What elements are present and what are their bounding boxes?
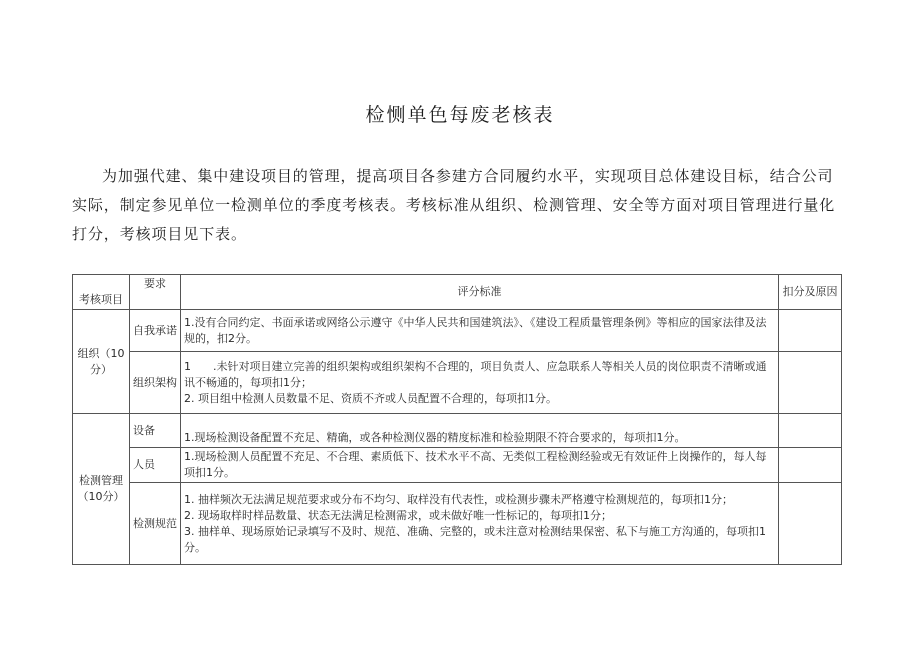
criteria-cell: 1.没有合同约定、书面承诺或网络公示遵守《中华人民共和国建筑法》、《建设工程质量管理条例》等相应的国家法律及法规的，扣2分。 [181,310,779,352]
table-row [73,483,842,565]
criteria-cell [181,352,779,414]
header-item: 考核项目 [73,275,130,310]
criteria-cell [181,483,779,565]
group-name-testing-management: 检测管理（10分） [73,414,130,565]
criteria-line: 1 .未针对项目建立完善的组织架构或组织架构不合理的，项目负责人、应急联系人等相关人员的岗位职责不清晰或通讯不畅通的，每项扣1分； [184,359,767,389]
header-requirement: 要求 [130,275,181,310]
criteria-cell: 1.现场检测人员配置不充足、不合理、素质低下、技术水平不高、无类似工程检测经验或无有效证件上岗操作的，每人每项扣1分。 [181,448,779,483]
table-row [73,414,842,448]
criteria-cell: 1.现场检测设备配置不充足、精确，或各种检测仪器的精度标准和检验期限不符合要求的，每项扣1分。 [181,414,779,448]
header-deduction: 扣分及原因 [779,275,842,310]
deduction-cell[interactable] [779,352,842,414]
requirement-cell: 检测规范 [130,483,181,565]
deduction-cell[interactable] [779,414,842,448]
requirement-cell: 自我承诺 [130,310,181,352]
intro-paragraph: 为加强代建、集中建设项目的管理，提高项目各参建方合同履约水平，实现项目总体建设目标，结合公司实际，制定参见单位一检测单位的季度考核表。考核标准从组织、检测管理、安全等方面对项目管理进行量化打分，考核项目见下表。 [72,167,836,243]
deduction-cell[interactable] [779,310,842,352]
criteria-line: 1. 抽样频次无法满足规范要求或分布不均匀、取样没有代表性，或检测步骤未严格遵守检测规范的，每项扣1分； [184,492,733,506]
table-row [73,310,842,352]
assessment-table [72,274,842,565]
deduction-cell[interactable] [779,483,842,565]
table-row [73,352,842,414]
requirement-cell: 组织架构 [130,352,181,414]
requirement-cell: 人员 [130,448,181,483]
requirement-cell: 设备 [130,414,181,448]
table-row [73,448,842,483]
criteria-line: 3. 抽样单、现场原始记录填写不及时、规范、准确、完整的，或未注意对检测结果保密、私下与施工方沟通的，每项扣1分。 [184,524,766,554]
group-name-organization: 组织（10分） [73,310,130,414]
criteria-line: 2. 现场取样时样品数量、状态无法满足检测需求，或未做好唯一性标记的，每项扣1分； [184,508,612,522]
criteria-line: 2. 项目组中检测人员数量不足、资质不齐或人员配置不合理的，每项扣1分。 [184,391,557,405]
deduction-cell[interactable] [779,448,842,483]
table-header-row [73,275,842,310]
page-title: 检恻单色每废老核表 [365,104,555,126]
header-criteria: 评分标准 [181,275,779,310]
